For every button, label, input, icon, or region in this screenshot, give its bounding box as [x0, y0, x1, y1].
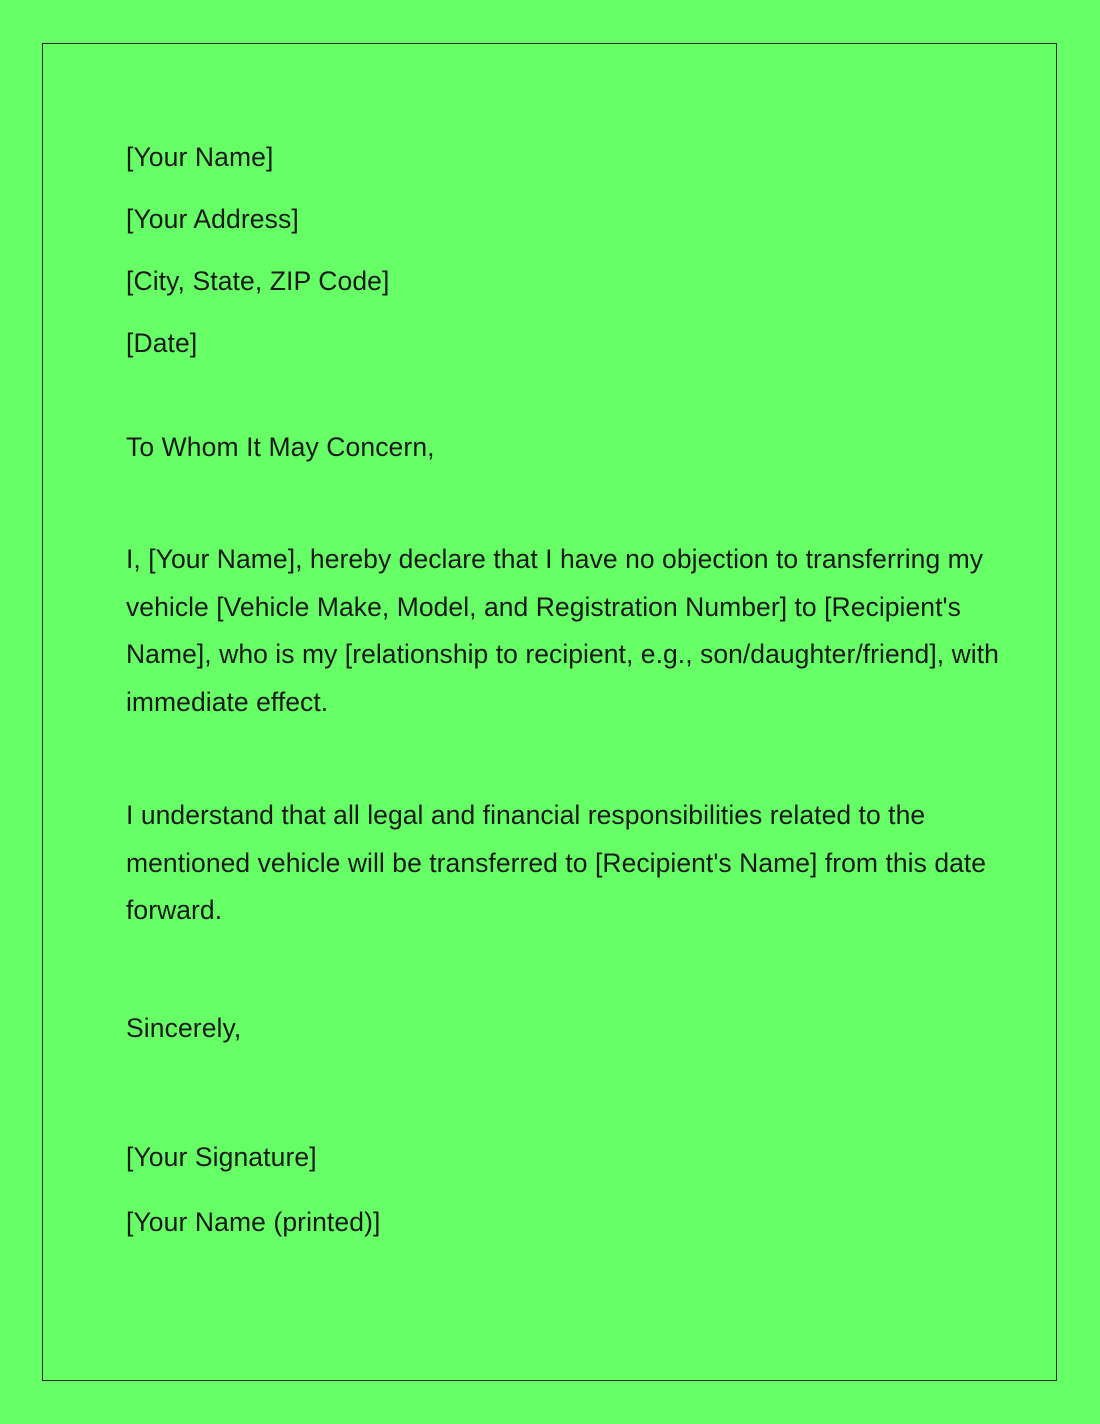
signature-block: [126, 1125, 1006, 1255]
sender-city-state-zip: [City, State, ZIP Code]: [126, 266, 390, 296]
printed-name: [Your Name (printed)]: [126, 1206, 381, 1237]
responsibility-paragraph: I understand that all legal and financial responsibilities related to the mentioned vehicle will be transferred to [Recipient's Name] from this date forward.: [126, 800, 987, 925]
sender-address: [Your Address]: [126, 204, 299, 234]
letter-content: [126, 126, 1006, 1255]
salutation: To Whom It May Concern,: [126, 432, 435, 462]
sender-name: [Your Name]: [126, 142, 274, 172]
letter-date: [Date]: [126, 328, 198, 358]
salutation-block: [126, 416, 1006, 478]
letter-border-frame: [42, 43, 1057, 1381]
declaration-paragraph: I, [Your Name], hereby declare that I have no objection to transferring my vehicle [Vehicle Make, Model, and Registration Number] to [Recipient's Name], who is my [relationship to recipient, e.g., son/daughter/friend], with immediate effect.: [126, 544, 999, 717]
signature-placeholder: [Your Signature]: [126, 1141, 317, 1172]
closing-block: [126, 997, 1006, 1059]
sender-address-block: [126, 126, 1006, 374]
closing-salutation: Sincerely,: [126, 1012, 242, 1043]
